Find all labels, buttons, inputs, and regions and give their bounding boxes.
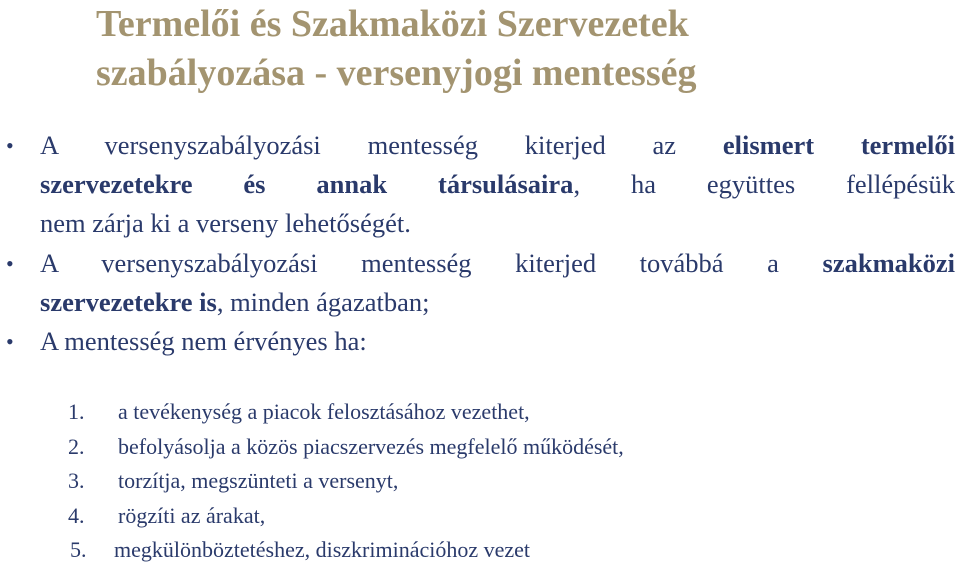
bullet-list <box>0 126 960 361</box>
bullet-2-text-2: , minden ágazatban; <box>216 287 430 317</box>
condition-text: a tevékenység a piacok felosztásához vezethet, <box>118 399 530 424</box>
bullet-1-line-1 <box>40 126 955 165</box>
bullet-dot-icon: • <box>6 133 14 158</box>
condition-item <box>0 499 960 534</box>
condition-number: 2. <box>68 433 85 459</box>
condition-number: 5. <box>70 537 87 562</box>
bullet-1-text: A versenyszabályozási mentesség kiterjed az <box>40 130 723 160</box>
bullet-1-bold-2: szervezetekre és annak társulásaira <box>40 169 574 199</box>
title-line-1: Termelői és Szakmaközi Szervezetek <box>96 3 689 45</box>
condition-text: megkülönböztetéshez, diszkriminációhoz vezet <box>114 537 531 562</box>
bullet-item-exemption-not-valid <box>0 322 960 361</box>
condition-item <box>0 533 960 568</box>
condition-item <box>0 395 960 430</box>
slide-title <box>96 0 946 98</box>
bullet-3-line-1: A mentesség nem érvényes ha: <box>40 326 367 356</box>
bullet-2-text: A versenyszabályozási mentesség kiterjed továbbá a <box>40 248 823 278</box>
bullet-dot-icon: • <box>6 251 14 276</box>
title-line-2: szabályozása - versenyjogi mentesség <box>96 52 697 94</box>
condition-number: 4. <box>68 502 85 528</box>
bullet-1-line-3: nem zárja ki a verseny lehetőségét. <box>40 208 411 238</box>
bullet-2-line-2 <box>40 283 960 322</box>
condition-text: torzítja, megszünteti a versenyt, <box>118 468 399 493</box>
bullet-1-line-2 <box>40 165 955 204</box>
bullet-2-bold: szakmaközi <box>822 248 955 278</box>
condition-item <box>0 430 960 465</box>
bullet-item-producer-organizations <box>0 126 960 243</box>
bullet-dot-icon: • <box>6 329 14 354</box>
bullet-1-text-2: , ha együttes fellépésük <box>573 169 955 199</box>
condition-number: 1. <box>68 399 85 424</box>
condition-number: 3. <box>68 468 85 493</box>
bullet-1-bold: elismert termelői <box>722 130 956 160</box>
bullet-2-bold-2: szervezetekre is <box>40 287 217 317</box>
conditions-list <box>0 395 960 568</box>
condition-text: rögzíti az árakat, <box>118 502 266 528</box>
bullet-2-line-1 <box>40 244 955 283</box>
condition-text: befolyásolja a közös piacszervezés megfelelő működését, <box>118 433 624 459</box>
bullet-item-interbranch-organizations <box>0 244 960 322</box>
condition-item <box>0 464 960 499</box>
